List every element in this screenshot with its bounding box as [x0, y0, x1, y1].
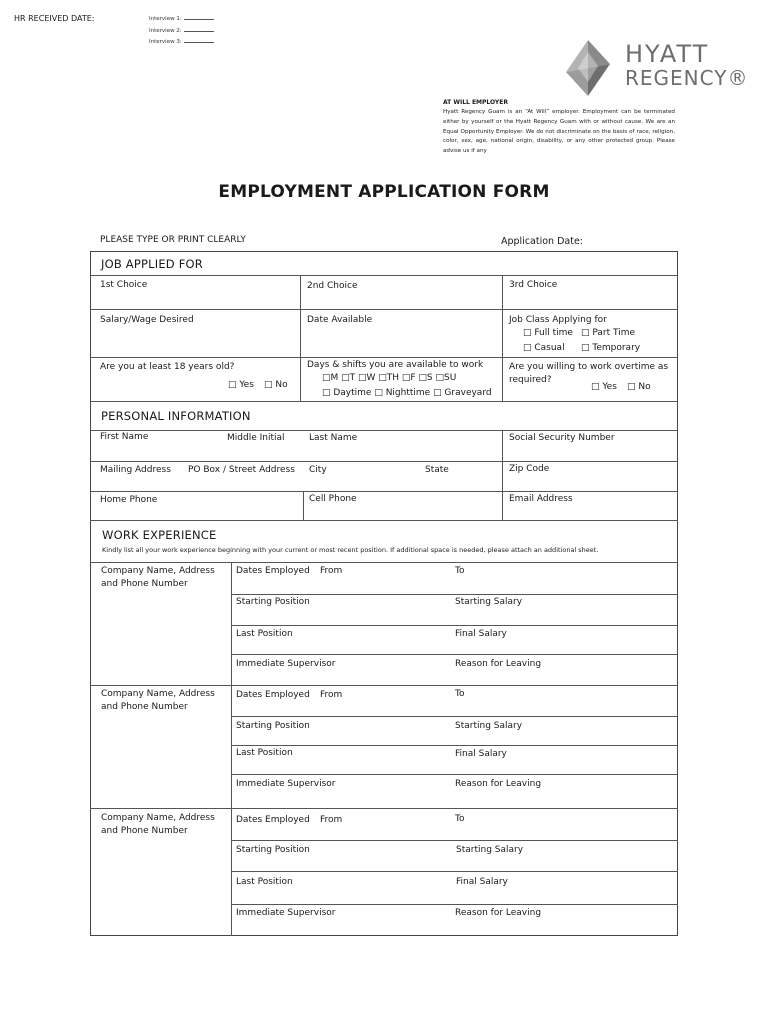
date-available-field[interactable]: Date Available [307, 315, 373, 325]
logo-text-regency: REGENCY® [625, 66, 749, 90]
reason-leaving-field[interactable]: Reason for Leaving [455, 908, 542, 918]
supervisor-field[interactable]: Immediate Supervisor [236, 908, 336, 918]
divider [231, 745, 678, 746]
starting-salary-field[interactable]: Starting Salary [456, 845, 524, 855]
final-salary-field[interactable]: Final Salary [455, 629, 507, 639]
reason-leaving-field[interactable]: Reason for Leaving [455, 779, 542, 789]
shift-checkboxes[interactable]: □ Daytime □ Nighttime □ Graveyard [322, 388, 492, 398]
first-name-field[interactable]: First Name [100, 432, 149, 442]
from-date-field[interactable]: From [320, 815, 343, 825]
interview-2-field[interactable] [149, 28, 214, 34]
casual-checkbox[interactable]: □ Casual [523, 343, 565, 353]
starting-position-field[interactable]: Starting Position [236, 721, 310, 731]
divider [231, 654, 678, 655]
first-choice-field[interactable]: 1st Choice [100, 280, 148, 290]
application-date-label: Application Date: [501, 236, 584, 247]
street-address-field[interactable]: PO Box / Street Address [188, 465, 295, 475]
temporary-checkbox[interactable]: □ Temporary [581, 343, 641, 353]
print-instruction: PLEASE TYPE OR PRINT CLEARLY [100, 235, 246, 245]
last-position-field[interactable]: Last Position [236, 748, 293, 758]
divider [90, 275, 678, 276]
divider [90, 357, 678, 358]
company-info-field[interactable]: Company Name, Address and Phone Number [101, 813, 215, 836]
divider [231, 774, 678, 775]
form-title: EMPLOYMENT APPLICATION FORM [218, 182, 550, 202]
last-position-field[interactable]: Last Position [236, 629, 293, 639]
interview-2-label: Interview 2: [149, 28, 182, 34]
salary-desired-field[interactable]: Salary/Wage Desired [100, 315, 194, 325]
age-no-checkbox[interactable]: □ No [264, 380, 288, 390]
overtime-yes-checkbox[interactable]: □ Yes [591, 382, 617, 392]
third-choice-field[interactable]: 3rd Choice [509, 280, 558, 290]
section-personal-info: PERSONAL INFORMATION [101, 409, 251, 423]
divider [231, 594, 678, 595]
divider [90, 461, 678, 462]
dates-employed-label: Dates Employed [236, 566, 310, 576]
interview-1-field[interactable] [149, 16, 214, 22]
middle-initial-field[interactable]: Middle Initial [227, 433, 285, 443]
part-time-checkbox[interactable]: □ Part Time [581, 328, 636, 338]
home-phone-field[interactable]: Home Phone [100, 495, 158, 505]
overtime-question: Are you willing to work overtime as required? [509, 362, 669, 385]
divider [231, 840, 678, 841]
divider [90, 430, 678, 431]
final-salary-field[interactable]: Final Salary [456, 877, 508, 887]
logo-text-hyatt: HYATT [625, 40, 710, 68]
starting-salary-field[interactable]: Starting Salary [455, 721, 523, 731]
divider [90, 309, 678, 310]
starting-salary-field[interactable]: Starting Salary [455, 597, 523, 607]
mailing-address-label: Mailing Address [100, 465, 171, 475]
cell-phone-field[interactable]: Cell Phone [309, 494, 357, 504]
work-instructions: Kindly list all your work experience beginning with your current or most recent position. If additional space is needed, please attach an additional sheet. [102, 546, 599, 554]
at-will-body: Hyatt Regency Guam is an “At Will” employer. Employment can be terminated either by yourself or the Hyatt Regency Guam with or without cause. We are an Equal Opportunity Employer. We do not discriminate on the basis of race, religion, color, sex, age, national origin, disability, or any other protected group. Please advise us if any [443, 109, 675, 155]
dates-employed-label: Dates Employed [236, 815, 310, 825]
divider [90, 562, 678, 563]
interview-1-label: Interview 1: [149, 16, 182, 22]
full-time-checkbox[interactable]: □ Full time [523, 328, 573, 338]
at-will-title: AT WILL EMPLOYER [443, 99, 508, 106]
section-job-applied: JOB APPLIED FOR [101, 257, 203, 271]
from-date-field[interactable]: From [320, 690, 343, 700]
age-question: Are you at least 18 years old? [100, 362, 235, 372]
starting-position-field[interactable]: Starting Position [236, 597, 310, 607]
interview-3-field[interactable] [149, 39, 214, 45]
from-date-field[interactable]: From [320, 566, 343, 576]
supervisor-field[interactable]: Immediate Supervisor [236, 659, 336, 669]
column-divider [502, 430, 503, 520]
ssn-field[interactable]: Social Security Number [509, 433, 615, 443]
job-class-label: Job Class Applying for [509, 315, 607, 325]
overtime-no-checkbox[interactable]: □ No [627, 382, 651, 392]
divider [231, 625, 678, 626]
divider [90, 685, 678, 686]
company-info-field[interactable]: Company Name, Address and Phone Number [101, 689, 215, 712]
hyatt-logo-icon [562, 38, 614, 98]
final-salary-field[interactable]: Final Salary [455, 749, 507, 759]
divider [231, 904, 678, 905]
starting-position-field[interactable]: Starting Position [236, 845, 310, 855]
to-date-field[interactable]: To [455, 814, 465, 824]
age-yes-checkbox[interactable]: □ Yes [228, 380, 254, 390]
column-divider [231, 562, 232, 936]
column-divider [303, 491, 304, 520]
last-position-field[interactable]: Last Position [236, 877, 293, 887]
second-choice-field[interactable]: 2nd Choice [307, 281, 358, 291]
section-work-experience: WORK EXPERIENCE [102, 528, 217, 542]
divider [90, 401, 678, 402]
divider [231, 716, 678, 717]
last-name-field[interactable]: Last Name [309, 433, 358, 443]
days-checkboxes[interactable]: □M □T □W □TH □F □S □SU [322, 373, 457, 383]
hr-received-date-label: HR RECEIVED DATE: [14, 14, 95, 23]
divider [90, 491, 678, 492]
dates-employed-label: Dates Employed [236, 690, 310, 700]
interview-3-label: Interview 3: [149, 39, 182, 45]
zip-code-field[interactable]: Zip Code [509, 464, 550, 474]
city-field[interactable]: City [309, 465, 327, 475]
to-date-field[interactable]: To [455, 689, 465, 699]
days-shifts-question: Days & shifts you are available to work [307, 360, 484, 370]
divider [90, 520, 678, 521]
company-info-field[interactable]: Company Name, Address and Phone Number [101, 566, 215, 589]
supervisor-field[interactable]: Immediate Supervisor [236, 779, 336, 789]
state-field[interactable]: State [425, 465, 449, 475]
reason-leaving-field[interactable]: Reason for Leaving [455, 659, 542, 669]
to-date-field[interactable]: To [455, 566, 465, 576]
divider [90, 808, 678, 809]
column-divider [300, 275, 301, 401]
column-divider [502, 275, 503, 401]
divider [231, 871, 678, 872]
email-field[interactable]: Email Address [509, 494, 573, 504]
